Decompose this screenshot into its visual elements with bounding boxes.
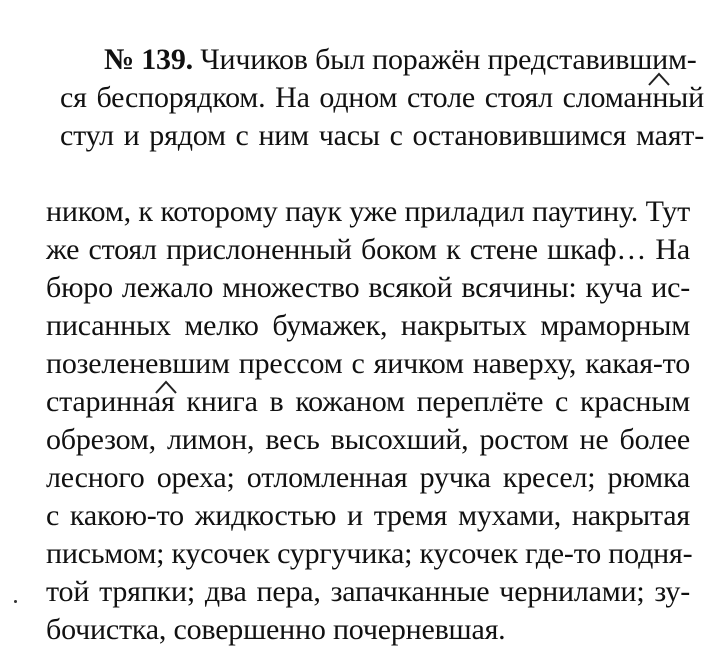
text-line: старинная книга в кожаном переплёте с красным — [46, 385, 690, 418]
text-line: писанных мелко бумажек, накрытых мраморным — [46, 309, 690, 342]
caret-mark-icon — [648, 72, 668, 86]
text-line: той тряпки; два пера, запачканные чернилами; зу- — [46, 575, 690, 608]
text-line: бочистка, совершенно почерневшая. — [46, 613, 506, 646]
exercise-number: № 139. — [104, 43, 193, 76]
text-line: же стоял прислоненный боком к стене шкаф… На — [46, 233, 690, 266]
text-line: ся беспорядком. На одном столе стоял сломанный — [60, 81, 704, 114]
text-line: Чичиков был поражён представившим- — [192, 43, 697, 76]
text-line: позеленевшим прессом с яичком наверху, какая-то — [46, 347, 690, 380]
exercise-line-1 — [104, 42, 704, 78]
text-line: обрезом, лимон, весь высохший, ростом не более — [46, 423, 690, 456]
text-line: письмом; кусочек сургучика; кусочек где-то подня- — [46, 537, 693, 570]
text-line: стул и рядом с ним часы с остановившимся маят- — [60, 119, 704, 152]
scan-speck — [14, 600, 17, 603]
text-line: ником, к которому паук уже приладил паутину. Тут — [46, 195, 690, 228]
text-line: лесного ореха; отломленная ручка кресел; рюмка — [46, 461, 690, 494]
text-line: с какою-то жидкостью и тремя мухами, накрытая — [46, 499, 690, 532]
text-line: бюро лежало множество всякой всячины: куча ис- — [46, 271, 690, 304]
